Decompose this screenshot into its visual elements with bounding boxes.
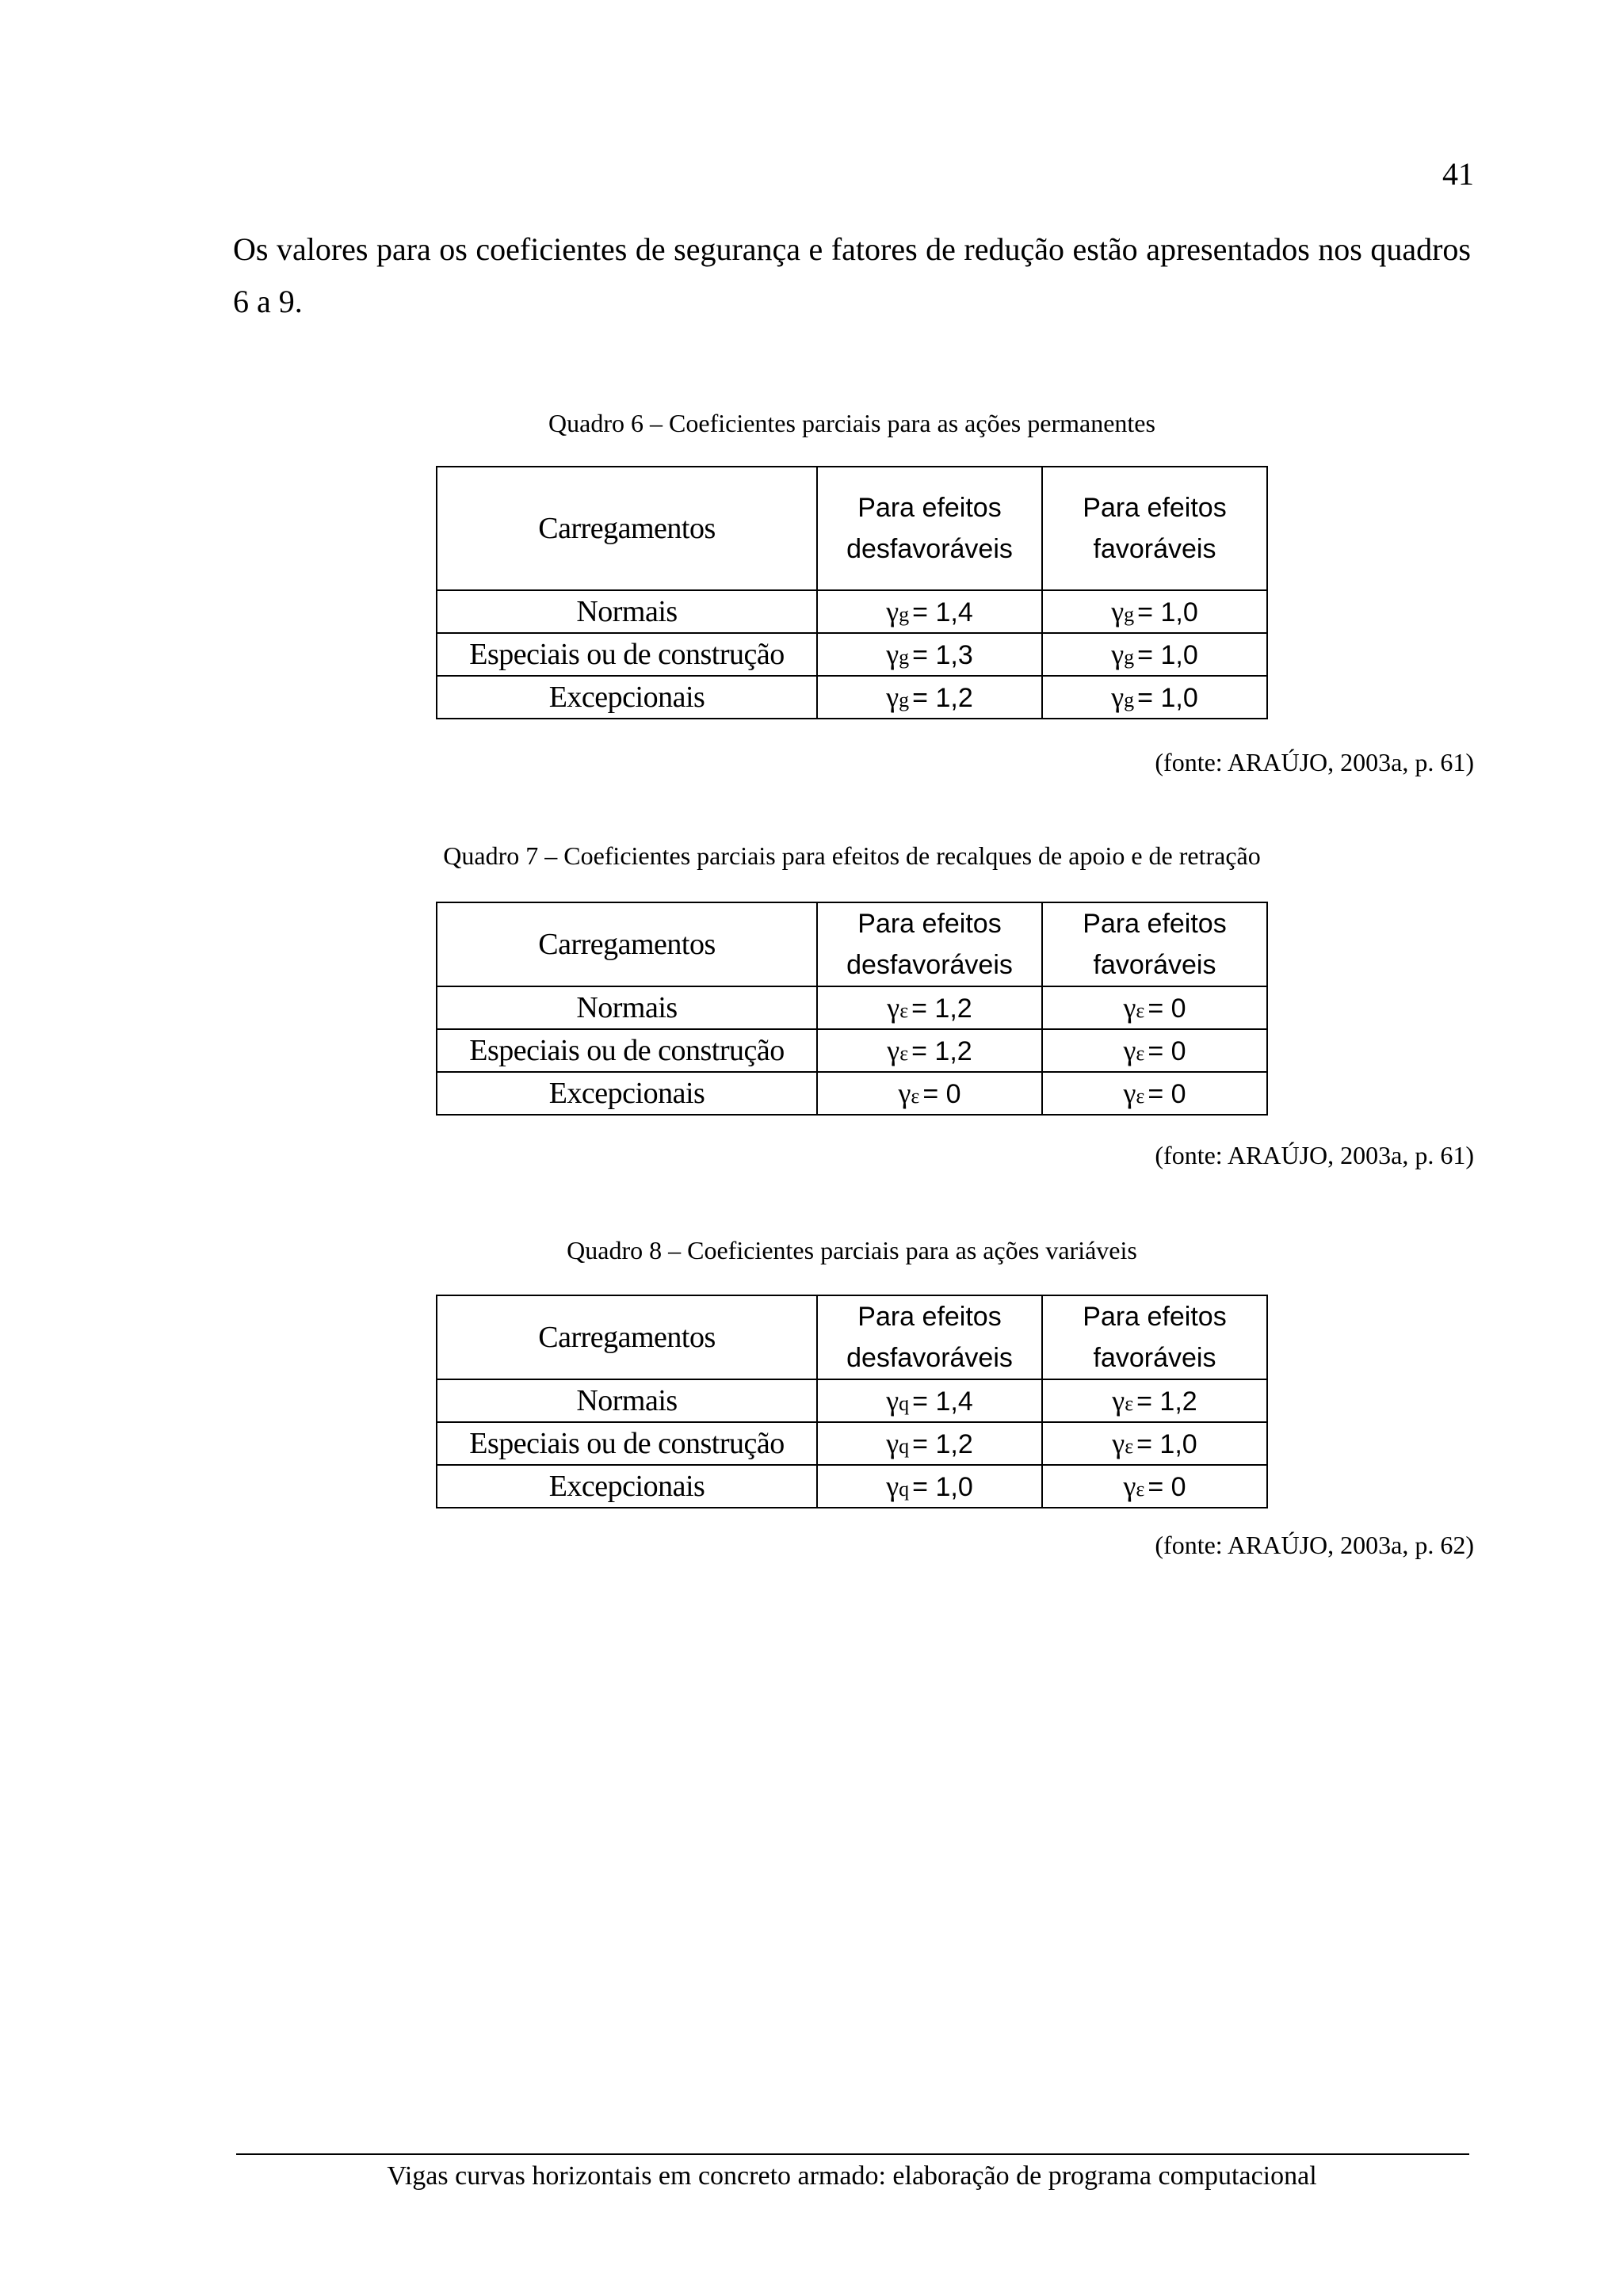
favorable-coefficient: γε = 1,0 bbox=[1042, 1422, 1267, 1465]
load-label: Normais bbox=[437, 986, 817, 1029]
table-row bbox=[437, 1379, 1267, 1422]
unfavorable-coefficient: γε = 0 bbox=[817, 1072, 1042, 1115]
favorable-coefficient: γg = 1,0 bbox=[1042, 590, 1267, 633]
favorable-coefficient: γε = 0 bbox=[1042, 1029, 1267, 1072]
load-label: Especiais ou de construção bbox=[437, 1029, 817, 1072]
load-label: Normais bbox=[437, 1379, 817, 1422]
footer-divider bbox=[236, 2153, 1469, 2155]
favorable-coefficient: γε = 0 bbox=[1042, 1465, 1267, 1508]
favorable-coefficient: γε = 0 bbox=[1042, 1072, 1267, 1115]
table-source: (fonte: ARAÚJO, 2003a, p. 62) bbox=[1155, 1531, 1474, 1559]
unfavorable-coefficient: γε = 1,2 bbox=[817, 1029, 1042, 1072]
load-label: Especiais ou de construção bbox=[437, 633, 817, 676]
table-header-row bbox=[437, 902, 1267, 986]
favorable-coefficient: γε = 1,2 bbox=[1042, 1379, 1267, 1422]
header-loads: Carregamentos bbox=[437, 902, 817, 986]
table-caption: Quadro 8 – Coeficientes parciais para as ações variáveis bbox=[567, 1236, 1137, 1264]
table-row bbox=[437, 633, 1267, 676]
coefficient-table-variable bbox=[436, 1295, 1268, 1508]
table-caption: Quadro 7 – Coeficientes parciais para efeitos de recalques de apoio e de retração bbox=[443, 841, 1261, 870]
favorable-coefficient: γg = 1,0 bbox=[1042, 676, 1267, 719]
header-favorable: Para efeitos favoráveis bbox=[1042, 467, 1267, 590]
table-row bbox=[437, 590, 1267, 633]
page-number: 41 bbox=[1442, 156, 1474, 192]
unfavorable-coefficient: γε = 1,2 bbox=[817, 986, 1042, 1029]
table-caption: Quadro 6 – Coeficientes parciais para as ações permanentes bbox=[548, 409, 1155, 437]
load-label: Especiais ou de construção bbox=[437, 1422, 817, 1465]
table-row bbox=[437, 1422, 1267, 1465]
coefficient-table-settlement bbox=[436, 902, 1268, 1116]
header-unfavorable: Para efeitos desfavoráveis bbox=[817, 902, 1042, 986]
unfavorable-coefficient: γg = 1,3 bbox=[817, 633, 1042, 676]
header-unfavorable: Para efeitos desfavoráveis bbox=[817, 1295, 1042, 1379]
unfavorable-coefficient: γq = 1,0 bbox=[817, 1465, 1042, 1508]
load-label: Excepcionais bbox=[437, 1072, 817, 1115]
table-header-row bbox=[437, 1295, 1267, 1379]
table-row bbox=[437, 676, 1267, 719]
table-row bbox=[437, 1029, 1267, 1072]
unfavorable-coefficient: γg = 1,4 bbox=[817, 590, 1042, 633]
header-favorable: Para efeitos favoráveis bbox=[1042, 902, 1267, 986]
table-row bbox=[437, 1072, 1267, 1115]
header-favorable: Para efeitos favoráveis bbox=[1042, 1295, 1267, 1379]
header-loads: Carregamentos bbox=[437, 1295, 817, 1379]
table-row bbox=[437, 986, 1267, 1029]
table-source: (fonte: ARAÚJO, 2003a, p. 61) bbox=[1155, 1141, 1474, 1169]
unfavorable-coefficient: γg = 1,2 bbox=[817, 676, 1042, 719]
favorable-coefficient: γε = 0 bbox=[1042, 986, 1267, 1029]
load-label: Normais bbox=[437, 590, 817, 633]
unfavorable-coefficient: γq = 1,4 bbox=[817, 1379, 1042, 1422]
unfavorable-coefficient: γq = 1,2 bbox=[817, 1422, 1042, 1465]
table-row bbox=[437, 1465, 1267, 1508]
header-unfavorable: Para efeitos desfavoráveis bbox=[817, 467, 1042, 590]
load-label: Excepcionais bbox=[437, 1465, 817, 1508]
table-source: (fonte: ARAÚJO, 2003a, p. 61) bbox=[1155, 748, 1474, 776]
table-header-row bbox=[437, 467, 1267, 590]
load-label: Excepcionais bbox=[437, 676, 817, 719]
footer-title: Vigas curvas horizontais em concreto armado: elaboração de programa computacional bbox=[387, 2161, 1317, 2191]
intro-paragraph: Os valores para os coeficientes de segurança e fatores de redução estão apresentados nos quadros 6 a 9. bbox=[233, 231, 1471, 319]
favorable-coefficient: γg = 1,0 bbox=[1042, 633, 1267, 676]
header-loads: Carregamentos bbox=[437, 467, 817, 590]
coefficient-table-permanent bbox=[436, 466, 1268, 719]
